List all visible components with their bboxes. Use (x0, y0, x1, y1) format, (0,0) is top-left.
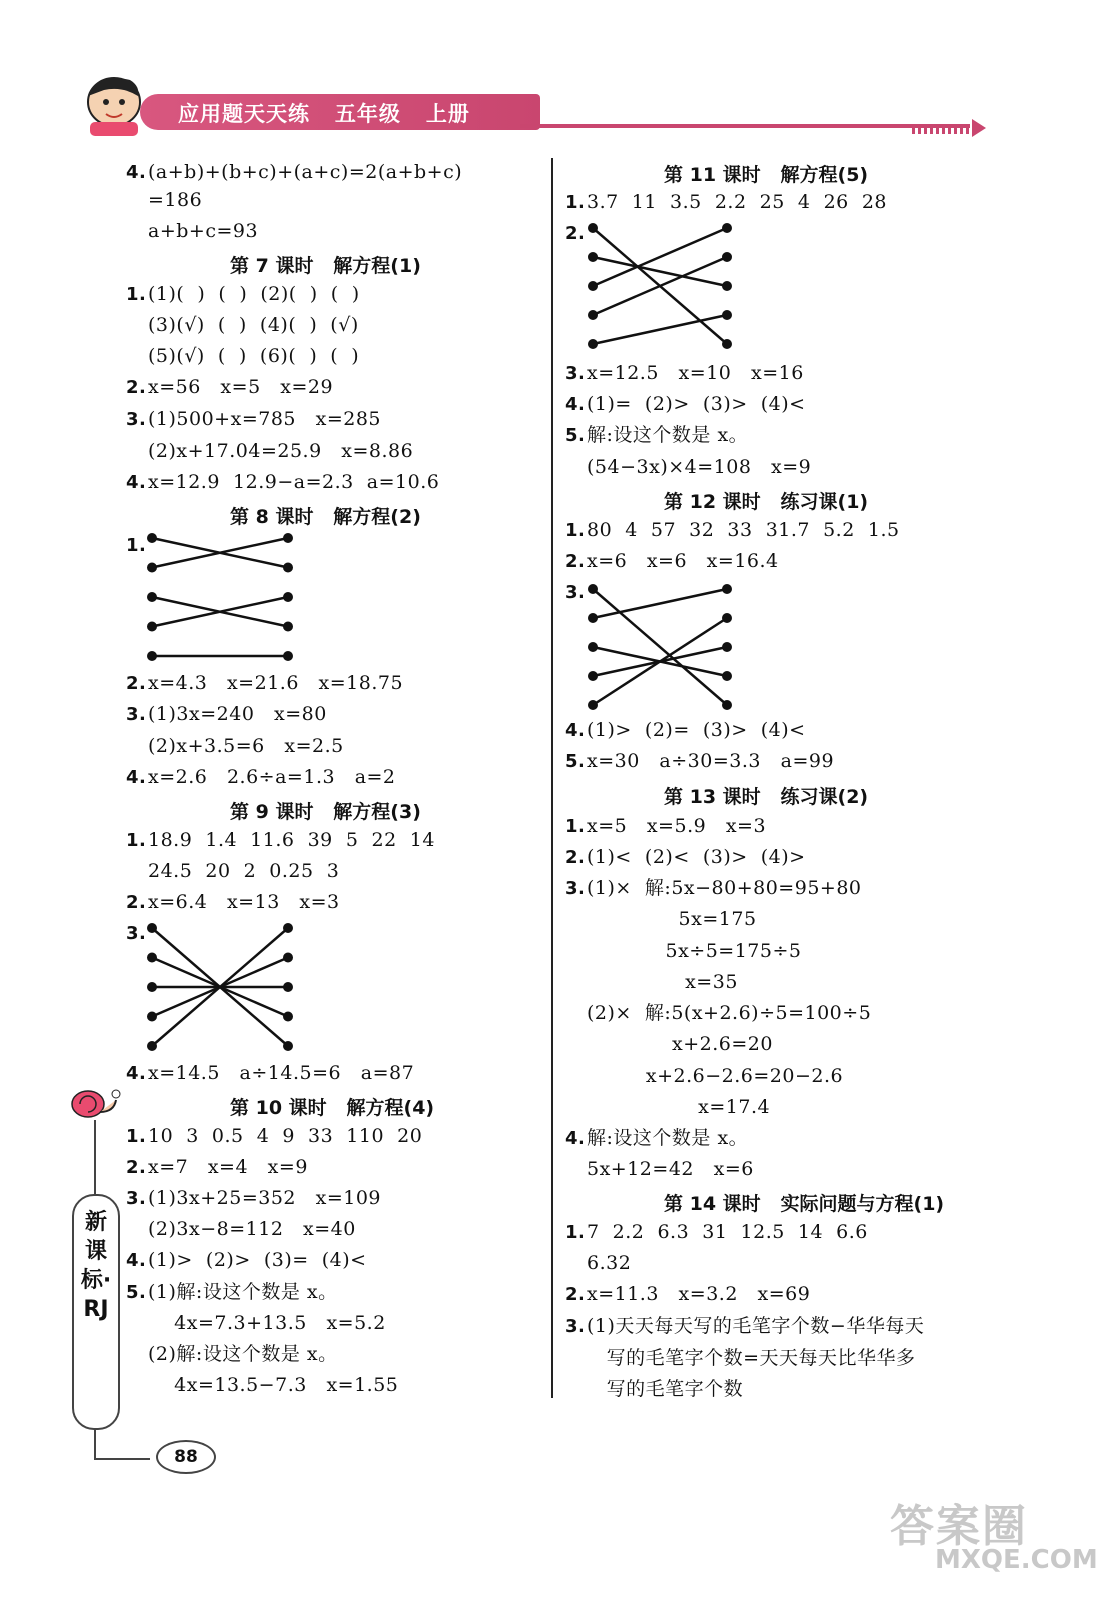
header-rule (520, 124, 970, 128)
answer-text: 5x+12=42 x=6 (587, 1158, 754, 1180)
answer-text: x=17.4 (587, 1096, 771, 1118)
answer-text: x=12.5 x=10 x=16 (587, 362, 804, 384)
answer-text: x=14.5 a÷14.5=6 a=87 (148, 1062, 415, 1084)
question-number: 2. (565, 847, 586, 868)
match-dot (588, 642, 598, 652)
match-dot (283, 1012, 293, 1022)
question-number: 1. (565, 520, 586, 541)
answer-text: (1)× 解:5x−80+80=95+80 (587, 877, 862, 899)
answer-text: (5)(√) ( ) (6)( ) ( ) (148, 345, 360, 367)
match-dot (588, 339, 598, 349)
side-line-bottom (94, 1458, 150, 1460)
answer-text: 解:设这个数是 x。 (587, 424, 749, 446)
question-number: 1. (565, 1222, 586, 1243)
header-arrow-icon (972, 119, 986, 137)
answer-line (565, 518, 900, 543)
answer-line (126, 828, 435, 853)
answer-line (565, 939, 801, 963)
answer-line (565, 749, 834, 774)
answer-line (565, 970, 738, 994)
answer-text: 写的毛笔字个数=天天每天比华华多 (587, 1347, 916, 1369)
question-number: 2. (565, 1284, 586, 1305)
answer-line (126, 1342, 338, 1366)
page-number: 88 (156, 1440, 216, 1474)
answer-text: x=7 x=4 x=9 (148, 1156, 308, 1178)
match-line (593, 228, 727, 286)
answer-line (126, 702, 327, 727)
answer-text: 写的毛笔字个数 (587, 1378, 744, 1400)
answer-line (565, 1157, 754, 1181)
lesson-heading: 第 13 课时 练习课(2) (664, 786, 869, 808)
answer-text: (1)3x+25=352 x=109 (148, 1187, 382, 1209)
match-dot (147, 1041, 157, 1051)
matching-diagram-lesson8 (146, 532, 306, 667)
column-divider (551, 158, 553, 1398)
match-dot (283, 953, 293, 963)
header-banner (140, 94, 540, 130)
answer-text: 5x÷5=175÷5 (587, 940, 802, 962)
answer-line (565, 455, 811, 479)
question-number: 4. (565, 394, 586, 415)
answer-line (565, 845, 806, 870)
answer-text: (1)解:设这个数是 x。 (148, 1281, 338, 1303)
match-dot (283, 592, 293, 602)
match-dot (588, 671, 598, 681)
match-dot (147, 563, 157, 573)
answer-line (126, 1373, 398, 1397)
answer-text: (1)500+x=785 x=285 (148, 408, 382, 430)
answer-text: x=35 (587, 971, 738, 993)
answer-line (126, 160, 462, 185)
answer-line (126, 470, 439, 495)
answer-text: x=4.3 x=21.6 x=18.75 (148, 672, 404, 694)
lesson-heading: 第 12 课时 练习课(1) (664, 491, 869, 513)
answer-text: (3)(√) ( ) (4)( ) (√) (148, 314, 359, 336)
question-number: 5. (565, 425, 586, 446)
match-dot (722, 671, 732, 681)
question-number: 1. (565, 192, 586, 213)
question-number: 4. (565, 720, 586, 741)
answer-text: (2)3x−8=112 x=40 (148, 1218, 356, 1240)
lesson-heading: 第 9 课时 解方程(3) (230, 801, 421, 823)
match-dot (722, 584, 732, 594)
answer-line (565, 1251, 631, 1275)
question-number: 4. (126, 162, 147, 183)
answer-line (126, 439, 413, 463)
question-number: 1. (126, 535, 147, 556)
answer-line (565, 1314, 924, 1339)
question-number: 5. (565, 751, 586, 772)
match-line (593, 618, 727, 705)
header-title: 应用题天天练 五年级 上册 (178, 102, 470, 126)
answer-line (565, 1282, 810, 1307)
answer-text: (1)天天每天写的毛笔字个数−华华每天 (587, 1315, 925, 1337)
match-dot (722, 310, 732, 320)
match-line (593, 589, 727, 618)
answer-text: (1)< (2)< (3)> (4)> (587, 846, 806, 868)
match-dot (283, 533, 293, 543)
answer-line (126, 1186, 381, 1211)
question-number: 4. (565, 1128, 586, 1149)
answer-text: (1)> (2)> (3)= (4)< (148, 1249, 367, 1271)
match-dot (588, 310, 598, 320)
answer-line (565, 1220, 868, 1245)
answer-line (126, 219, 258, 243)
answer-line (126, 734, 344, 758)
snail-icon (66, 1078, 126, 1122)
answer-line (565, 580, 587, 605)
answer-text: x=56 x=5 x=29 (148, 376, 334, 398)
answer-text: 3.7 11 3.5 2.2 25 4 26 28 (587, 191, 887, 213)
answer-line (126, 859, 339, 883)
answer-line (126, 1061, 414, 1086)
matching-diagram-lesson12 (587, 583, 747, 713)
match-dot (283, 563, 293, 573)
answer-line (126, 375, 333, 400)
question-number: 1. (126, 830, 147, 851)
question-number: 1. (126, 1126, 147, 1147)
answer-text: (54−3x)×4=108 x=9 (587, 456, 812, 478)
answer-line (565, 423, 748, 448)
answer-line (126, 1311, 386, 1335)
lesson-heading: 第 10 课时 解方程(4) (230, 1097, 435, 1119)
question-number: 3. (565, 363, 586, 384)
match-dot (147, 923, 157, 933)
answer-text: x=12.9 12.9−a=2.3 a=10.6 (148, 471, 440, 493)
answer-text: x=6 x=6 x=16.4 (587, 550, 779, 572)
answer-text: 4x=13.5−7.3 x=1.55 (148, 1374, 399, 1396)
answer-text: x=30 a÷30=3.3 a=99 (587, 750, 835, 772)
answer-text: x=5 x=5.9 x=3 (587, 815, 767, 837)
question-number: 3. (565, 1316, 586, 1337)
question-number: 4. (126, 767, 147, 788)
match-dot (722, 339, 732, 349)
match-line (593, 257, 727, 286)
match-dot (722, 223, 732, 233)
answer-text: =186 (148, 189, 203, 211)
question-number: 4. (126, 1250, 147, 1271)
answer-line (126, 282, 360, 307)
answer-line (126, 1217, 356, 1241)
answer-text: (1)( ) ( ) (2)( ) ( ) (148, 283, 360, 305)
match-line (593, 589, 727, 705)
answer-line (565, 1346, 916, 1370)
answer-text: 10 3 0.5 4 9 33 110 20 (148, 1125, 423, 1147)
question-number: 1. (565, 816, 586, 837)
watermark: 答案圈 (890, 1501, 1028, 1552)
lesson-heading: 第 14 课时 实际问题与方程(1) (664, 1193, 945, 1215)
match-dot (588, 700, 598, 710)
answer-line (565, 1095, 770, 1119)
match-dot (283, 1041, 293, 1051)
lesson-heading: 第 11 课时 解方程(5) (664, 164, 869, 186)
answer-text: 6.32 (587, 1252, 632, 1274)
match-dot (147, 592, 157, 602)
question-number: 4. (126, 1063, 147, 1084)
side-label: 新课标·RJ (80, 1210, 112, 1322)
answer-line (565, 876, 862, 901)
question-number: 2. (126, 1157, 147, 1178)
match-dot (588, 613, 598, 623)
answer-text: 24.5 20 2 0.25 3 (148, 860, 340, 882)
match-dot (147, 982, 157, 992)
answer-line (565, 1001, 871, 1025)
answer-text: 80 4 57 32 33 31.7 5.2 1.5 (587, 519, 900, 541)
answer-line (565, 718, 806, 743)
answer-text: a+b+c=93 (148, 220, 259, 242)
lesson-heading: 第 7 课时 解方程(1) (230, 255, 421, 277)
match-dot (722, 252, 732, 262)
answer-line (126, 890, 340, 915)
match-dot (588, 252, 598, 262)
answer-line (565, 392, 806, 417)
lesson-heading: 第 8 课时 解方程(2) (230, 506, 421, 528)
answer-text: 18.9 1.4 11.6 39 5 22 14 (148, 829, 435, 851)
answer-text: (2)解:设这个数是 x。 (148, 1343, 338, 1365)
answer-line (126, 1280, 338, 1305)
answer-text: (a+b)+(b+c)+(a+c)=2(a+b+c) (148, 161, 463, 183)
question-number: 2. (126, 377, 147, 398)
question-number: 3. (565, 582, 586, 603)
answer-line (126, 1248, 367, 1273)
answer-text: (2)x+3.5=6 x=2.5 (148, 735, 344, 757)
match-dot (147, 533, 157, 543)
question-number: 3. (126, 409, 147, 430)
match-dot (147, 1012, 157, 1022)
question-number: 2. (565, 551, 586, 572)
answer-line (565, 1126, 748, 1151)
answer-line (126, 313, 359, 337)
answer-line (565, 1032, 773, 1056)
match-dot (588, 584, 598, 594)
answer-line (565, 190, 887, 215)
answer-text: (2)× 解:5(x+2.6)÷5=100÷5 (587, 1002, 872, 1024)
answer-line (565, 549, 779, 574)
match-dot (722, 281, 732, 291)
answer-line (126, 344, 359, 368)
header-ticks (912, 124, 972, 134)
answer-text: x=11.3 x=3.2 x=69 (587, 1283, 811, 1305)
answer-text: (1)> (2)= (3)> (4)< (587, 719, 806, 741)
answer-line (126, 765, 396, 790)
answer-line (565, 1064, 843, 1088)
answer-line (126, 188, 202, 212)
answer-text: x+2.6=20 (587, 1033, 773, 1055)
answer-line (126, 533, 148, 558)
match-line (593, 257, 727, 315)
answer-line (565, 221, 587, 246)
matching-diagram-lesson11 (587, 222, 747, 352)
match-dot (283, 622, 293, 632)
answer-text: x+2.6−2.6=20−2.6 (587, 1065, 844, 1087)
answer-line (126, 407, 381, 432)
answer-text: 7 2.2 6.3 31 12.5 14 6.6 (587, 1221, 868, 1243)
answer-text: (1)3x=240 x=80 (148, 703, 327, 725)
match-dot (147, 622, 157, 632)
question-number: 3. (126, 923, 147, 944)
match-dot (588, 223, 598, 233)
answer-line (565, 814, 766, 839)
match-line (593, 315, 727, 344)
question-number: 2. (565, 223, 586, 244)
answer-line (565, 907, 757, 931)
match-dot (283, 651, 293, 661)
answer-line (126, 671, 403, 696)
watermark-sub: MXQE.COM (935, 1545, 1098, 1575)
question-number: 1. (126, 284, 147, 305)
question-number: 4. (126, 472, 147, 493)
answer-line (565, 361, 804, 386)
answer-line (126, 1124, 422, 1149)
answer-line (126, 1155, 308, 1180)
answer-text: (1)= (2)> (3)> (4)< (587, 393, 806, 415)
match-dot (722, 700, 732, 710)
question-number: 5. (126, 1282, 147, 1303)
match-dot (147, 651, 157, 661)
question-number: 3. (126, 704, 147, 725)
answer-text: 5x=175 (587, 908, 757, 930)
answer-text: 解:设这个数是 x。 (587, 1127, 749, 1149)
side-tab (72, 1194, 120, 1430)
question-number: 3. (565, 878, 586, 899)
match-dot (722, 613, 732, 623)
question-number: 3. (126, 1188, 147, 1209)
answer-line (565, 1377, 743, 1401)
matching-diagram-lesson9 (146, 922, 306, 1052)
match-dot (588, 281, 598, 291)
answer-text: x=2.6 2.6÷a=1.3 a=2 (148, 766, 396, 788)
answer-text: 4x=7.3+13.5 x=5.2 (148, 1312, 386, 1334)
answer-line (126, 921, 148, 946)
answer-text: x=6.4 x=13 x=3 (148, 891, 340, 913)
match-dot (722, 642, 732, 652)
match-dot (283, 923, 293, 933)
match-dot (283, 982, 293, 992)
question-number: 2. (126, 673, 147, 694)
answer-text: (2)x+17.04=25.9 x=8.86 (148, 440, 414, 462)
question-number: 2. (126, 892, 147, 913)
match-dot (147, 953, 157, 963)
